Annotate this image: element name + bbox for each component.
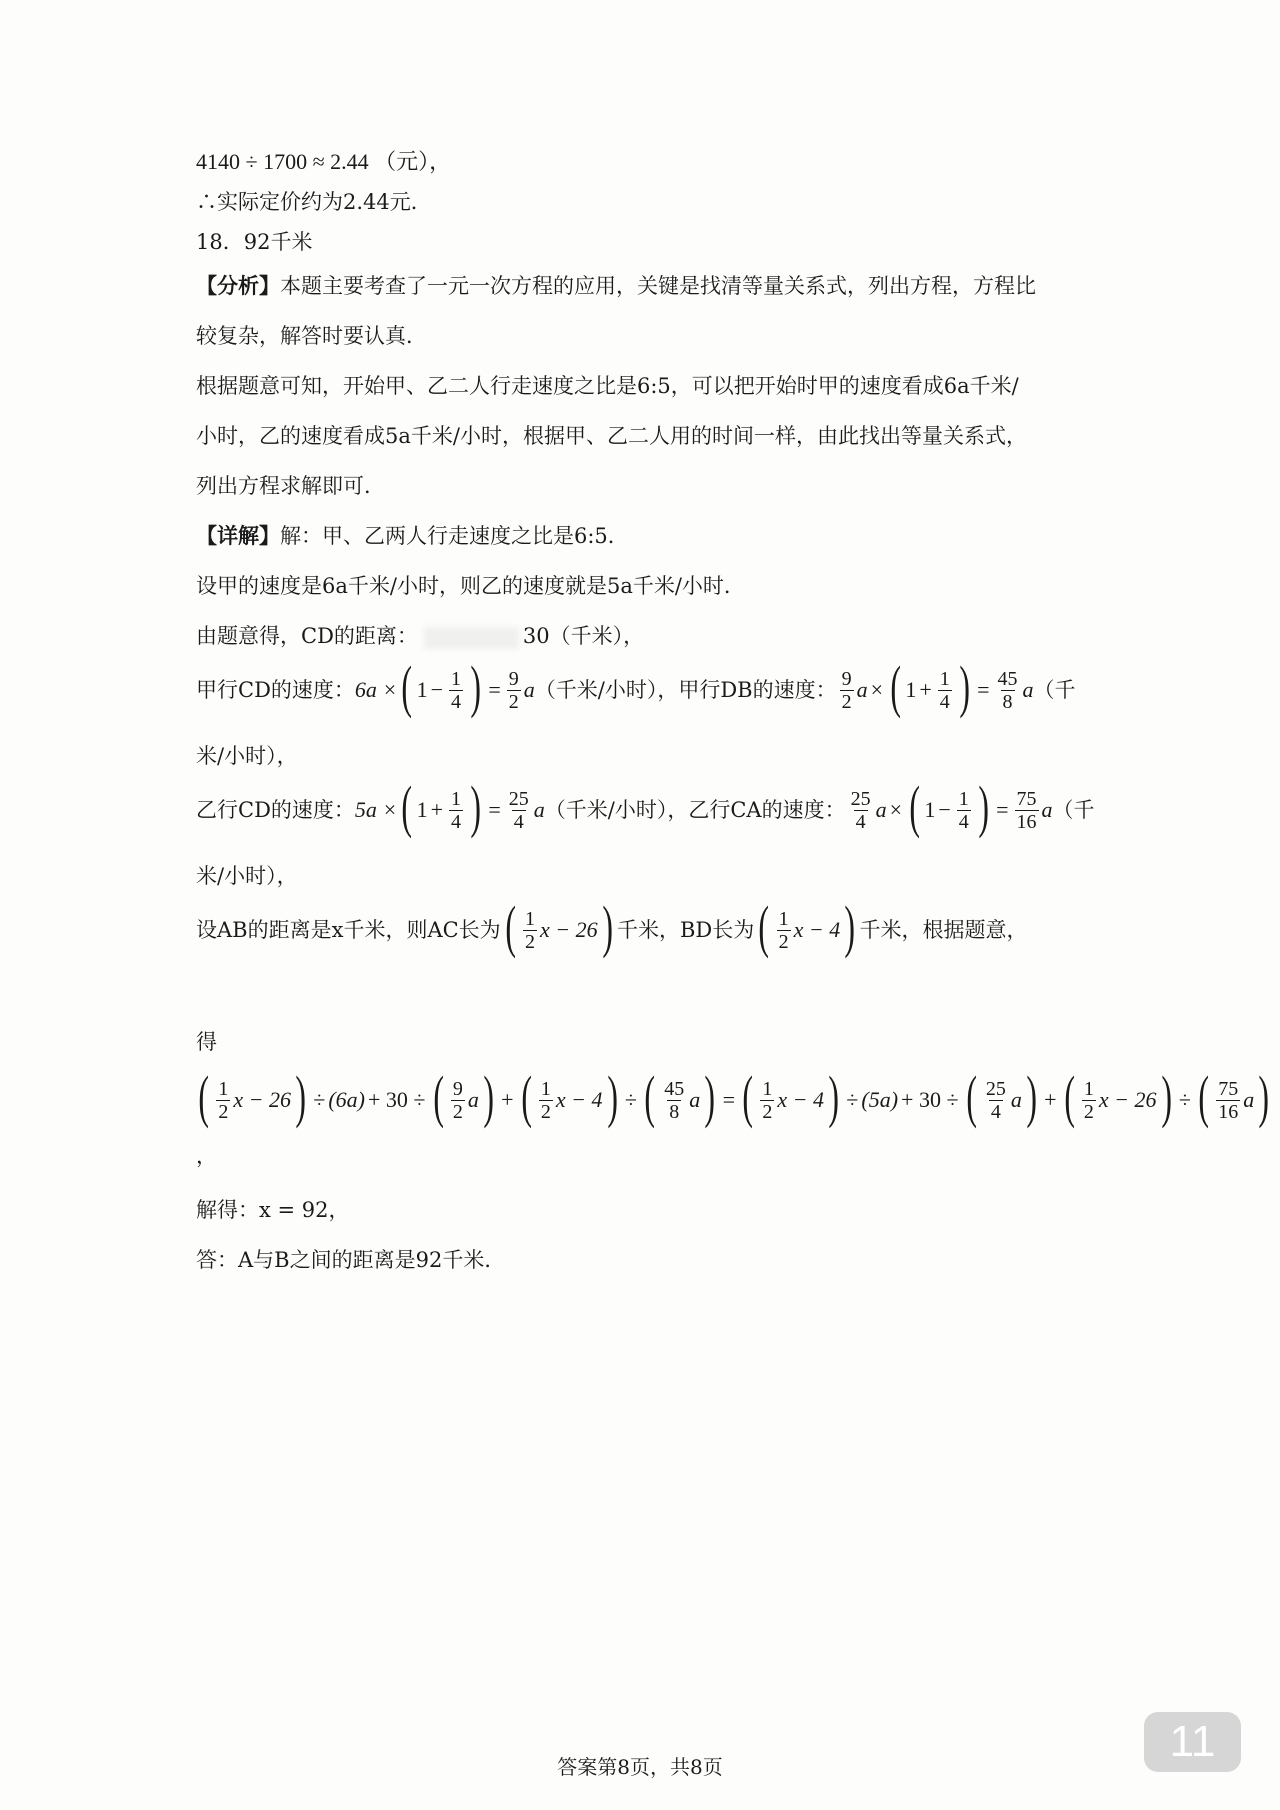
paren-group: ( $\frac{1}{2}$ x − 26 ) (198, 1064, 306, 1129)
fraction-9-2: $\frac{9}{2}$ (452, 1077, 463, 1123)
cd-distance-label: 由题意得，CD的距离： (196, 624, 418, 648)
eq16-label: 设AB的距离是x千米，则AC长为 (196, 918, 501, 942)
page-number-badge[interactable]: 11 (1144, 1712, 1241, 1772)
eq12-tail: （千 (1033, 678, 1076, 702)
text-line-10: 设甲的速度是6a千米/小时，则乙的速度就是5a千米/小时． (196, 574, 745, 598)
plus: + (430, 797, 444, 822)
detail-paragraph (196, 522, 629, 550)
one: 1 (416, 797, 428, 822)
paren-group: ( 1 − $\frac{1}{4}$ ) (401, 654, 481, 719)
fraction-9-2: $\frac{9}{2}$ (841, 667, 852, 713)
fraction-9-2: $\frac{9}{2}$ (508, 667, 519, 713)
equals: = (996, 797, 1009, 822)
paren-group: ( $\frac{9}{2}$ a ) (432, 1064, 494, 1129)
paren-group: ( $\frac{1}{2}$ x − 26 ) (1063, 1064, 1172, 1129)
text-line-20: ， (196, 1144, 217, 1168)
yi-speed-equation (196, 774, 1095, 840)
one: 1 (416, 677, 428, 702)
div: ÷ (624, 1087, 637, 1112)
paren-group: ( 1 + $\frac{1}{4}$ ) (890, 654, 970, 719)
paren-group: ( $\frac{1}{2}$ x − 4 ) (520, 1064, 618, 1129)
fraction-25-4: $\frac{25}{4}$ (508, 787, 529, 833)
text-line-6: 根据题意可知，开始甲、乙二人行走速度之比是6:5，可以把开始时甲的速度看成6a千米/ (196, 374, 1019, 398)
jia-speed-equation (196, 654, 1076, 720)
fraction-1-2: $\frac{1}{2}$ (1083, 1077, 1094, 1123)
var-a: a (1022, 677, 1034, 702)
blurred-formula (424, 627, 519, 649)
one: 1 (905, 677, 917, 702)
analysis-label: 【分析】 (196, 273, 280, 298)
text-line-18: 得 (196, 1030, 217, 1054)
paren-group: ( $\frac{1}{2}$ x − 4 ) (758, 894, 856, 959)
eq14-label: 乙行CD的速度： (196, 798, 355, 822)
detail-text: 解：甲、乙两人行走速度之比是6:5． (280, 524, 629, 548)
equals: = (488, 797, 501, 822)
minus: − (938, 797, 951, 822)
fraction-1-4: $\frac{1}{4}$ (451, 667, 462, 713)
fraction-1-2: $\frac{1}{2}$ (540, 1077, 551, 1123)
fraction-1-2: $\frac{1}{2}$ (218, 1077, 229, 1123)
fraction-1-4: $\frac{1}{4}$ (958, 787, 969, 833)
paren-group: ( $\frac{1}{2}$ x − 26 ) (505, 894, 613, 959)
text-line-7: 小时，乙的速度看成5a千米/小时，根据甲、乙二人用的时间一样，由此找出等量关系式， (196, 424, 1027, 448)
var-a: a (1041, 797, 1053, 822)
term-6a: (6a) (328, 1087, 366, 1112)
ab-distance-line (196, 894, 1028, 960)
detail-label: 【详解】 (196, 523, 280, 548)
div: ÷ (846, 1087, 859, 1112)
text-line-1: 4140 ÷ 1700 ≈ 2.44 （元）， (196, 149, 452, 174)
expr-x-26: x − 26 (540, 917, 598, 942)
plus: + (501, 1087, 514, 1112)
fraction-25-4: $\frac{25}{4}$ (850, 787, 871, 833)
var-a: a (875, 797, 887, 822)
plus-30-div: + 30 ÷ (368, 1087, 426, 1112)
text-line-16: 米/小时）， (196, 864, 298, 888)
plus: + (919, 677, 932, 702)
eq14-5a: 5a × (354, 797, 398, 822)
expr-x-4: x − 4 (793, 917, 841, 942)
text-line-14: 米/小时）， (196, 744, 298, 768)
expr-x-26: x − 26 (233, 1087, 291, 1112)
page-footer: 答案第8页，共8页 (557, 1755, 723, 1779)
var-a: a (523, 677, 535, 702)
cd-distance-value: 30（千米）， (522, 624, 645, 648)
plus-30-div: + 30 ÷ (901, 1087, 959, 1112)
text-line-2: ∴实际定价约为2.44元． (196, 190, 432, 214)
fraction-45-8: $\frac{45}{8}$ (664, 1077, 685, 1123)
fraction-1-4: $\frac{1}{4}$ (939, 667, 950, 713)
eq16-mid: 千米，BD长为 (616, 918, 755, 942)
eq14-tail: （千 (1052, 798, 1095, 822)
fraction-25-4: $\frac{25}{4}$ (985, 1077, 1006, 1123)
eq12-label: 甲行CD的速度： (196, 678, 355, 702)
times: × (889, 797, 902, 822)
answer-line: 答：A与B之间的距离是92千米． (196, 1248, 506, 1272)
equals: = (488, 677, 501, 702)
equals: = (977, 677, 990, 702)
eq12-6a: 6a × (354, 677, 398, 702)
eq12-mid-text: （千米/小时），甲行DB的速度： (534, 678, 837, 702)
var-a: a (533, 797, 545, 822)
term-5a: (5a) (861, 1087, 899, 1112)
var-a: a (856, 677, 868, 702)
minus: − (430, 677, 444, 702)
paren-group: ( 1 + $\frac{1}{4}$ ) (401, 774, 481, 839)
paren-group: ( $\frac{45}{8}$ a ) (644, 1064, 716, 1129)
analysis-paragraph (196, 272, 1036, 300)
fraction-1-2: $\frac{1}{2}$ (762, 1077, 773, 1123)
fraction-1-2: $\frac{1}{2}$ (525, 907, 536, 953)
paren-group: ( $\frac{1}{2}$ x − 4 ) (742, 1064, 839, 1129)
fraction-45-8: $\frac{45}{8}$ (997, 667, 1018, 713)
paren-group: ( 1 − $\frac{1}{4}$ ) (909, 774, 989, 839)
fraction-1-4: $\frac{1}{4}$ (451, 787, 462, 833)
paren-group: ( $\frac{75}{16}$ a ) (1198, 1064, 1270, 1129)
text-line-8: 列出方程求解即可． (196, 474, 385, 498)
fraction-75-16: $\frac{75}{16}$ (1218, 1077, 1239, 1123)
paren-group: ( $\frac{25}{4}$ a ) (965, 1064, 1037, 1129)
analysis-text: 本题主要考查了一元一次方程的应用，关键是找清等量关系式，列出方程，方程比 (280, 274, 1036, 298)
times: × (870, 677, 884, 702)
fraction-1-2: $\frac{1}{2}$ (778, 907, 789, 953)
eq16-tail: 千米，根据题意， (859, 918, 1028, 942)
one: 1 (924, 797, 936, 822)
fraction-75-16: $\frac{75}{16}$ (1016, 787, 1037, 833)
main-equation (194, 1064, 1274, 1132)
plus: + (1044, 1087, 1057, 1112)
equals: = (722, 1087, 736, 1112)
problem-number: 18．92千米 (196, 230, 313, 254)
cd-distance-line (196, 622, 644, 650)
eq14-mid-text: （千米/小时），乙行CA的速度： (544, 798, 846, 822)
text-line-5: 较复杂，解答时要认真． (196, 324, 427, 348)
solution-line: 解得：x = 92， (196, 1198, 350, 1222)
div: ÷ (1178, 1087, 1191, 1112)
div: ÷ (313, 1087, 326, 1112)
